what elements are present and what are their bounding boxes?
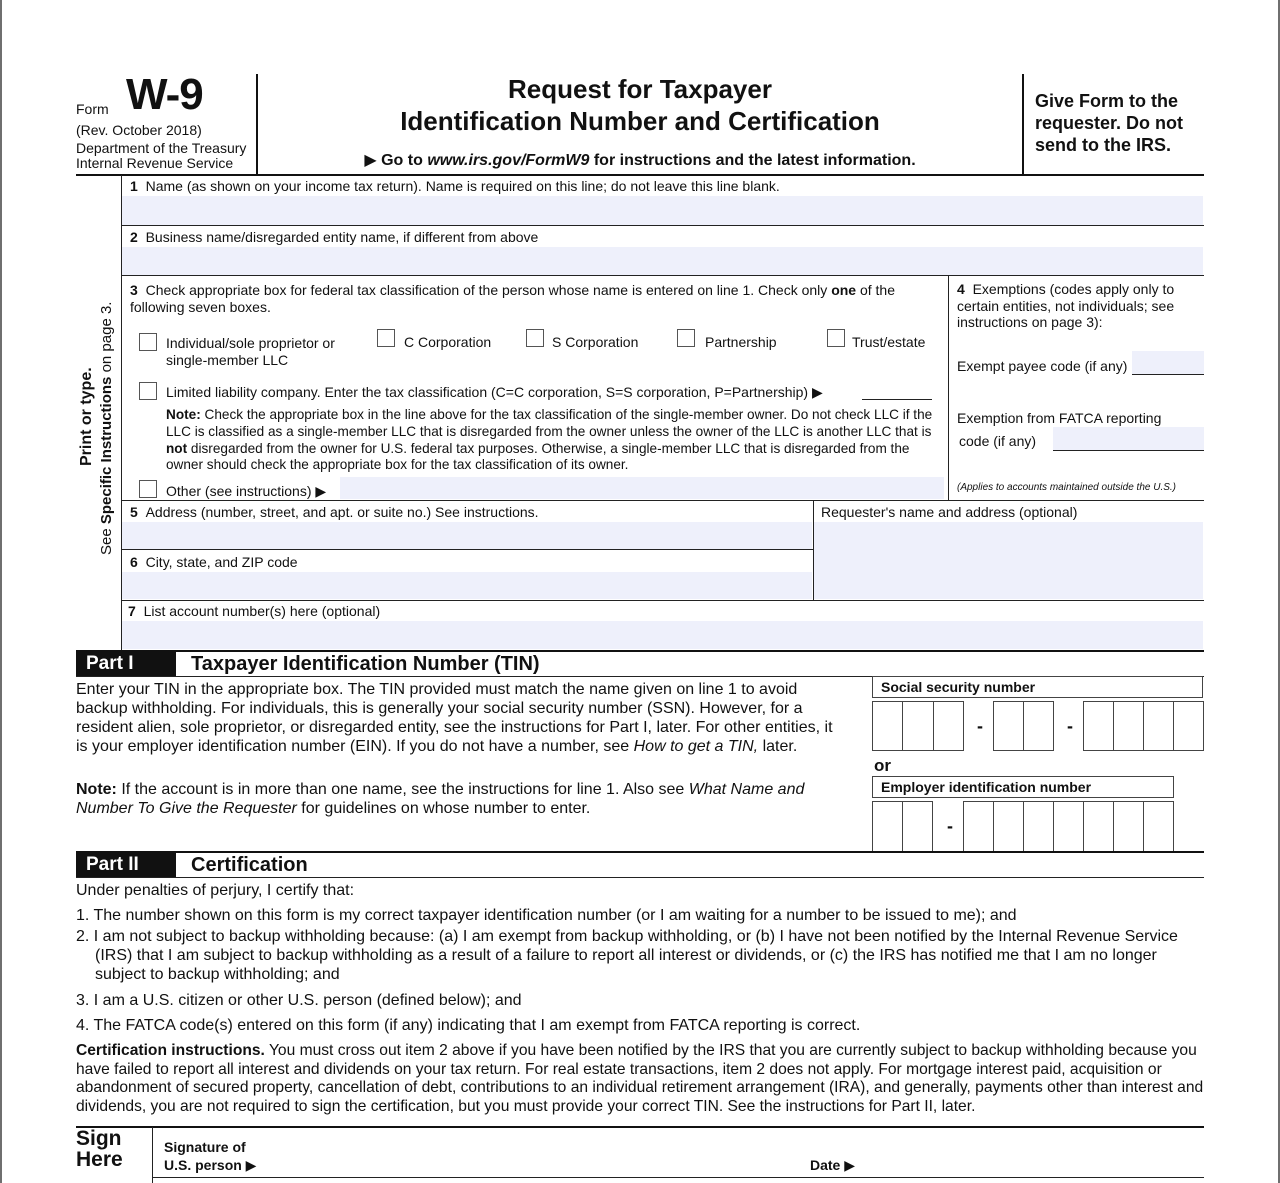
part-2-bottom-rule <box>76 1126 1204 1128</box>
form-title-line2: Identification Number and Certification <box>400 106 880 136</box>
sign-here-label: Sign Here <box>76 1127 123 1171</box>
certification-item-2: 2. I am not subject to backup withholding because: (a) I am exempt from backup withholding, or (b) I have not been notified by the Internal Revenue Service (IRS) that I am subject to backup withholding as a result of a failure to report all interest or dividends, or (c) the IRS has notified me that I am no longer subject to backup withholding; and <box>76 928 1178 983</box>
part-2-title: Certification <box>191 854 308 876</box>
individual-label: Individual/sole proprietor or single-member LLC <box>166 335 335 368</box>
trust-estate-checkbox[interactable] <box>827 329 845 347</box>
certification-instructions: Certification instructions. You must cross out item 2 above if you have been notified by the IRS that you are currently subject to backup withholding because you have failed to report all interest and dividends on your tax return. For real estate transactions, item 2 does not apply. For mortgage interest paid, acquisition or abandonment of secured property, cancellation of debt, contributions to an individual retirement arrangement (IRA), and generally, payments other than interest and dividends, you are not required to sign the certification, but you must provide your correct TIN. See the instructions for Part II, later. <box>76 1042 1204 1115</box>
partnership-checkbox[interactable] <box>677 329 695 347</box>
sign-divider <box>152 1127 153 1183</box>
line-3-label: 3 Check appropriate box for federal tax classification of the person whose name is entered on line 1. Check only one of the following seven boxes. <box>130 282 895 315</box>
form-service: Internal Revenue Service <box>76 155 234 171</box>
ssn-dash-2: - <box>1067 716 1073 736</box>
ein-dash: - <box>947 816 953 836</box>
date-label: Date ▶ <box>810 1157 856 1173</box>
ein-digit-box[interactable] <box>964 802 994 851</box>
line-5-bottom <box>122 549 813 550</box>
other-checkbox[interactable] <box>139 480 157 498</box>
ssn-digit-box[interactable] <box>994 702 1024 750</box>
line-4-label: 4 Exemptions (codes apply only to certain entities, not individuals; see instructions on page 3): <box>957 281 1175 330</box>
city-state-zip-input[interactable] <box>122 572 812 599</box>
exempt-payee-input[interactable] <box>1132 351 1204 375</box>
part-1-badge: Part I <box>76 652 176 676</box>
ssn-digit-box[interactable] <box>873 702 903 750</box>
form-number: W-9 <box>126 70 203 119</box>
goto-prefix: ▶ Go to <box>364 152 428 169</box>
s-corporation-label: S Corporation <box>552 334 639 350</box>
side-label-print: Print or type. <box>78 367 95 466</box>
ssn-label: Social security number <box>872 676 1203 698</box>
c-corporation-label: C Corporation <box>404 334 492 350</box>
ssn-digit-box[interactable] <box>1024 702 1053 750</box>
fatca-note: (Applies to accounts maintained outside the U.S.) <box>957 482 1177 493</box>
certification-item-1: 1. The number shown on this form is my correct taxpayer identification number (or I am waiting for a number to be issued to me); and <box>76 907 1017 924</box>
account-numbers-input[interactable] <box>122 621 1203 649</box>
part-2-badge: Part II <box>76 853 176 877</box>
partnership-label: Partnership <box>705 334 777 350</box>
ein-digit-box[interactable] <box>1054 802 1084 851</box>
ssn-digit-box[interactable] <box>1174 702 1203 750</box>
part-2-title-rule <box>76 877 1204 878</box>
ein-group-1[interactable] <box>872 801 933 851</box>
ein-digit-box[interactable] <box>994 802 1024 851</box>
certification-intro: Under penalties of perjury, I certify that: <box>76 882 355 899</box>
part-1-instructions: Enter your TIN in the appropriate box. The TIN provided must match the name given on line 1 to avoid backup withholding. For individuals, this is generally your social security number (SSN). However, for a resident alien, sole proprietor, or disregarded entity, see the instructions for Part I, later. For other entities, it is your employer identification number (EIN). If you do not have a number, see How to get a TIN, later. <box>76 681 833 755</box>
address-input[interactable] <box>122 522 812 549</box>
exemptions-divider <box>948 275 949 500</box>
side-label-instructions: See Specific Instructions on page 3. <box>98 301 115 555</box>
ein-label: Employer identification number <box>872 776 1174 798</box>
form-revision: (Rev. October 2018) <box>76 122 202 138</box>
part-1-title: Taxpayer Identification Number (TIN) <box>191 653 540 675</box>
ein-digit-box[interactable] <box>1114 802 1144 851</box>
fatca-label-1: Exemption from FATCA reporting <box>957 410 1162 426</box>
requester-label: Requester's name and address (optional) <box>821 504 1078 520</box>
ein-digit-box[interactable] <box>1144 802 1173 851</box>
give-form-notice: Give Form to the requester. Do not send to the IRS. <box>1035 91 1184 155</box>
ssn-group-2[interactable] <box>993 701 1054 751</box>
s-corporation-checkbox[interactable] <box>526 329 544 347</box>
form-department: Department of the Treasury <box>76 140 247 156</box>
ssn-digit-box[interactable] <box>903 702 933 750</box>
ssn-digit-box[interactable] <box>1144 702 1174 750</box>
goto-suffix: for instructions and the latest information. <box>589 152 916 169</box>
line-2-label: 2 Business name/disregarded entity name, if different from above <box>130 229 539 245</box>
fatca-label-2: code (if any) <box>959 433 1037 449</box>
line-2-bottom <box>122 275 1204 276</box>
ein-digit-box[interactable] <box>903 802 932 851</box>
ein-group-2[interactable] <box>963 801 1174 851</box>
line-7-label: 7 List account number(s) here (optional) <box>128 603 381 619</box>
part-1-note: Note: If the account is in more than one name, see the instructions for line 1. Also see What Name and Number To Give the Requester for guidelines on whose number to enter. <box>76 781 805 817</box>
ssn-digit-box[interactable] <box>1114 702 1144 750</box>
fatca-code-input[interactable] <box>1053 427 1204 451</box>
goto-url-link[interactable]: www.irs.gov/FormW9 <box>427 152 590 169</box>
line-5-label: 5 Address (number, street, and apt. or suite no.) See instructions. <box>130 504 539 520</box>
llc-label: Limited liability company. Enter the tax classification (C=C corporation, S=S corporation, P=Partnership) ▶ <box>166 384 823 400</box>
trust-estate-label: Trust/estate <box>852 334 926 350</box>
date-field[interactable] <box>862 1132 1202 1177</box>
name-input[interactable] <box>122 196 1203 225</box>
ssn-digit-box[interactable] <box>1084 702 1114 750</box>
ein-digit-box[interactable] <box>873 802 903 851</box>
line-6-label: 6 City, state, and ZIP code <box>130 554 298 570</box>
ein-digit-box[interactable] <box>1024 802 1054 851</box>
c-corporation-checkbox[interactable] <box>377 329 395 347</box>
individual-checkbox[interactable] <box>139 333 157 351</box>
line-6-bottom <box>122 600 1204 601</box>
form-title-line1: Request for Taxpayer <box>508 74 772 104</box>
ssn-digit-box[interactable] <box>934 702 963 750</box>
ssn-group-3[interactable] <box>1083 701 1204 751</box>
exempt-payee-label: Exempt payee code (if any) <box>957 358 1128 374</box>
certification-item-4: 4. The FATCA code(s) entered on this form (if any) indicating that I am exempt from FATCA reporting is correct. <box>76 1017 861 1034</box>
certification-item-3: 3. I am a U.S. citizen or other U.S. person (defined below); and <box>76 992 522 1009</box>
other-input[interactable] <box>340 477 944 499</box>
llc-checkbox[interactable] <box>139 382 157 400</box>
form-goto-instructions <box>260 152 1020 170</box>
business-name-input[interactable] <box>122 247 1203 275</box>
header-bottom-rule <box>76 174 1204 176</box>
line-1-label: 1 Name (as shown on your income tax return). Name is required on this line; do not leave this line blank. <box>130 178 780 194</box>
form-word: Form <box>76 101 109 117</box>
signature-baseline <box>153 1177 1204 1178</box>
ssn-dash-1: - <box>977 716 983 736</box>
llc-note: Note: Check the appropriate box in the line above for the tax classification of the single-member owner. Do not check LLC if the LLC is classified as a single-member LLC that is disregarded from the owner unless the owner of the LLC is another LLC that is not disregarded from the owner for U.S. federal tax purposes. Otherwise, a single-member LLC that is disregarded from the owner should check the appropriate box for the tax classification of its owner. <box>166 407 933 473</box>
signature-field[interactable] <box>265 1132 805 1177</box>
requester-input[interactable] <box>814 522 1203 599</box>
llc-classification-input[interactable] <box>862 378 932 400</box>
ssn-group-1[interactable] <box>872 701 964 751</box>
header-divider-right <box>1022 74 1024 174</box>
signature-label: Signature of U.S. person ▶ <box>164 1139 257 1173</box>
header-divider-left <box>256 74 258 174</box>
ein-digit-box[interactable] <box>1084 802 1114 851</box>
line-3-bottom <box>122 500 1204 501</box>
line-1-bottom <box>122 225 1204 226</box>
other-label: Other (see instructions) ▶ <box>166 483 327 499</box>
or-label: or <box>874 756 891 775</box>
